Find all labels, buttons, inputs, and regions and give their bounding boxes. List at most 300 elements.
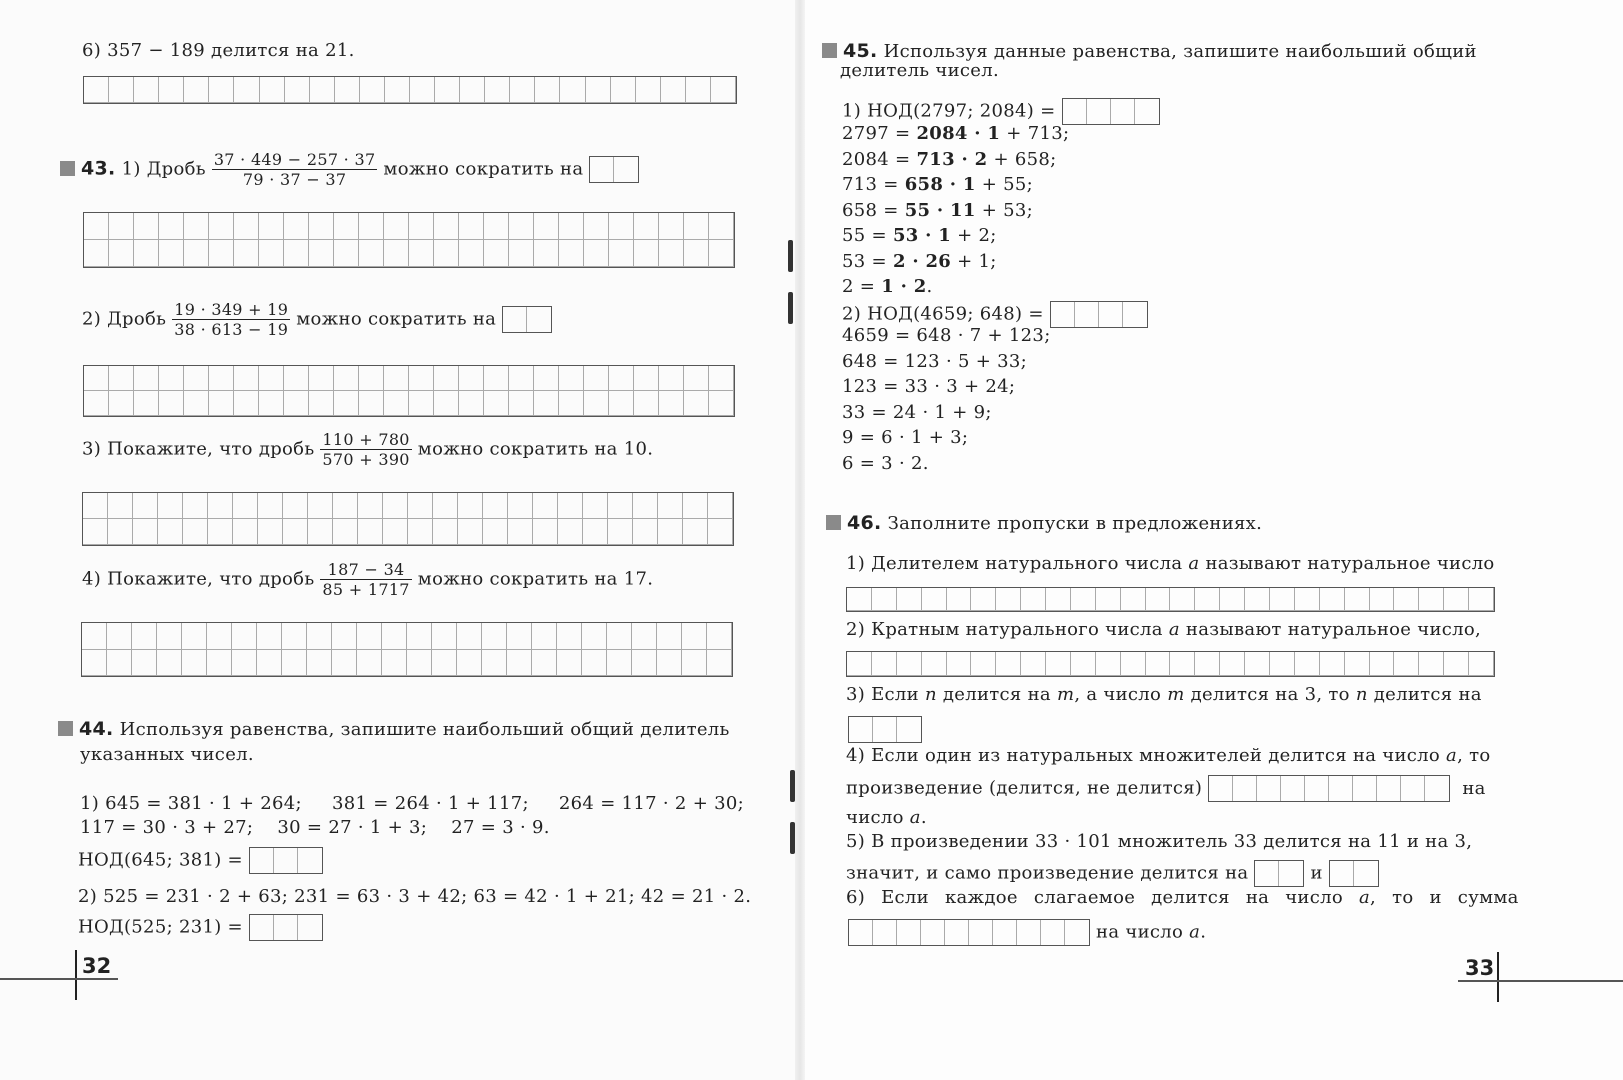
grid-cell[interactable]	[509, 366, 534, 391]
grid-cell[interactable]	[1021, 652, 1046, 676]
grid-cell[interactable]	[584, 213, 609, 240]
grid-cell[interactable]	[532, 623, 557, 650]
answer-cell[interactable]	[590, 157, 614, 182]
grid-cell[interactable]	[335, 77, 360, 103]
grid-cell[interactable]	[558, 519, 583, 545]
grid-cell[interactable]	[158, 493, 183, 519]
grid-cell[interactable]	[459, 391, 484, 416]
grid-cell[interactable]	[383, 519, 408, 545]
grid-cell[interactable]	[686, 77, 711, 103]
grid-cell[interactable]	[484, 391, 509, 416]
grid-cell[interactable]	[133, 519, 158, 545]
grid-cell[interactable]	[458, 519, 483, 545]
answer-grid[interactable]	[83, 76, 737, 104]
grid-cell[interactable]	[407, 650, 432, 677]
answer-cell[interactable]	[945, 920, 969, 945]
grid-cell[interactable]	[284, 366, 309, 391]
grid-cell[interactable]	[507, 623, 532, 650]
grid-cell[interactable]	[260, 77, 285, 103]
grid-cell[interactable]	[107, 650, 132, 677]
grid-cell[interactable]	[507, 650, 532, 677]
grid-cell[interactable]	[1245, 588, 1270, 611]
grid-cell[interactable]	[658, 493, 683, 519]
grid-cell[interactable]	[233, 519, 258, 545]
grid-cell[interactable]	[922, 652, 947, 676]
answer-grid[interactable]	[846, 587, 1495, 612]
grid-cell[interactable]	[711, 77, 736, 103]
grid-cell[interactable]	[357, 650, 382, 677]
grid-cell[interactable]	[334, 391, 359, 416]
grid-cell[interactable]	[183, 519, 208, 545]
grid-cell[interactable]	[358, 519, 383, 545]
grid-cell[interactable]	[533, 519, 558, 545]
grid-cell[interactable]	[409, 391, 434, 416]
grid-cell[interactable]	[707, 623, 732, 650]
answer-cell[interactable]	[274, 915, 298, 940]
grid-cell[interactable]	[209, 77, 234, 103]
answer-box[interactable]	[249, 847, 323, 874]
grid-cell[interactable]	[84, 366, 109, 391]
answer-cell[interactable]	[1017, 920, 1041, 945]
grid-cell[interactable]	[109, 77, 134, 103]
grid-cell[interactable]	[682, 623, 707, 650]
answer-grid[interactable]	[82, 492, 734, 546]
grid-cell[interactable]	[133, 493, 158, 519]
answer-box[interactable]	[1208, 775, 1450, 802]
grid-cell[interactable]	[847, 588, 872, 611]
grid-cell[interactable]	[359, 366, 384, 391]
grid-cell[interactable]	[1170, 652, 1195, 676]
grid-cell[interactable]	[1270, 588, 1295, 611]
grid-cell[interactable]	[557, 623, 582, 650]
grid-cell[interactable]	[334, 240, 359, 267]
grid-cell[interactable]	[534, 240, 559, 267]
grid-cell[interactable]	[659, 240, 684, 267]
answer-box[interactable]	[1062, 98, 1160, 125]
grid-cell[interactable]	[257, 623, 282, 650]
grid-cell[interactable]	[1021, 588, 1046, 611]
grid-cell[interactable]	[433, 519, 458, 545]
grid-cell[interactable]	[384, 213, 409, 240]
grid-cell[interactable]	[383, 493, 408, 519]
grid-cell[interactable]	[1394, 652, 1419, 676]
grid-cell[interactable]	[434, 213, 459, 240]
grid-cell[interactable]	[457, 650, 482, 677]
grid-cell[interactable]	[607, 650, 632, 677]
grid-cell[interactable]	[385, 77, 410, 103]
grid-cell[interactable]	[82, 623, 107, 650]
grid-cell[interactable]	[332, 623, 357, 650]
grid-cell[interactable]	[532, 650, 557, 677]
grid-cell[interactable]	[560, 77, 585, 103]
grid-cell[interactable]	[209, 366, 234, 391]
answer-cell[interactable]	[1063, 99, 1087, 124]
grid-cell[interactable]	[459, 240, 484, 267]
grid-cell[interactable]	[333, 519, 358, 545]
grid-cell[interactable]	[382, 650, 407, 677]
grid-cell[interactable]	[208, 493, 233, 519]
grid-cell[interactable]	[108, 519, 133, 545]
grid-cell[interactable]	[183, 493, 208, 519]
grid-cell[interactable]	[309, 366, 334, 391]
grid-cell[interactable]	[184, 366, 209, 391]
grid-cell[interactable]	[709, 213, 734, 240]
grid-cell[interactable]	[584, 366, 609, 391]
grid-cell[interactable]	[557, 650, 582, 677]
grid-cell[interactable]	[583, 493, 608, 519]
grid-cell[interactable]	[209, 240, 234, 267]
answer-cell[interactable]	[250, 915, 274, 940]
grid-cell[interactable]	[409, 213, 434, 240]
answer-cell[interactable]	[969, 920, 993, 945]
grid-cell[interactable]	[209, 213, 234, 240]
grid-cell[interactable]	[434, 391, 459, 416]
grid-cell[interactable]	[534, 366, 559, 391]
answer-box[interactable]	[1254, 860, 1304, 887]
grid-cell[interactable]	[358, 493, 383, 519]
grid-cell[interactable]	[334, 366, 359, 391]
grid-cell[interactable]	[1394, 588, 1419, 611]
grid-cell[interactable]	[159, 366, 184, 391]
answer-cell[interactable]	[1305, 776, 1329, 801]
answer-cell[interactable]	[897, 717, 921, 742]
grid-cell[interactable]	[608, 493, 633, 519]
grid-cell[interactable]	[1295, 588, 1320, 611]
answer-cell[interactable]	[873, 717, 897, 742]
grid-cell[interactable]	[484, 240, 509, 267]
grid-cell[interactable]	[233, 493, 258, 519]
grid-cell[interactable]	[559, 213, 584, 240]
grid-cell[interactable]	[134, 77, 159, 103]
answer-cell[interactable]	[1281, 776, 1305, 801]
grid-cell[interactable]	[609, 391, 634, 416]
grid-cell[interactable]	[1469, 652, 1494, 676]
grid-cell[interactable]	[1046, 652, 1071, 676]
grid-cell[interactable]	[234, 391, 259, 416]
grid-cell[interactable]	[207, 623, 232, 650]
grid-cell[interactable]	[659, 213, 684, 240]
answer-cell[interactable]	[897, 920, 921, 945]
grid-cell[interactable]	[182, 623, 207, 650]
grid-cell[interactable]	[333, 493, 358, 519]
grid-cell[interactable]	[1469, 588, 1494, 611]
answer-cell[interactable]	[1123, 302, 1147, 327]
grid-cell[interactable]	[558, 493, 583, 519]
grid-cell[interactable]	[1121, 652, 1146, 676]
answer-cell[interactable]	[274, 848, 298, 873]
grid-cell[interactable]	[609, 240, 634, 267]
grid-cell[interactable]	[609, 366, 634, 391]
grid-cell[interactable]	[1419, 652, 1444, 676]
grid-cell[interactable]	[184, 240, 209, 267]
answer-grid[interactable]	[83, 365, 735, 417]
grid-cell[interactable]	[683, 493, 708, 519]
grid-cell[interactable]	[409, 366, 434, 391]
grid-cell[interactable]	[308, 493, 333, 519]
grid-cell[interactable]	[109, 391, 134, 416]
answer-cell[interactable]	[1075, 302, 1099, 327]
grid-cell[interactable]	[308, 519, 333, 545]
grid-cell[interactable]	[182, 650, 207, 677]
answer-cell[interactable]	[1065, 920, 1089, 945]
grid-cell[interactable]	[684, 240, 709, 267]
grid-cell[interactable]	[484, 366, 509, 391]
grid-cell[interactable]	[257, 650, 282, 677]
answer-grid[interactable]	[846, 651, 1495, 677]
grid-cell[interactable]	[359, 391, 384, 416]
grid-cell[interactable]	[971, 588, 996, 611]
answer-box[interactable]	[1050, 301, 1148, 328]
grid-cell[interactable]	[1071, 652, 1096, 676]
grid-cell[interactable]	[708, 493, 733, 519]
grid-cell[interactable]	[634, 240, 659, 267]
grid-cell[interactable]	[434, 240, 459, 267]
grid-cell[interactable]	[632, 650, 657, 677]
grid-cell[interactable]	[682, 650, 707, 677]
grid-cell[interactable]	[84, 391, 109, 416]
grid-cell[interactable]	[107, 623, 132, 650]
grid-cell[interactable]	[283, 493, 308, 519]
grid-cell[interactable]	[459, 366, 484, 391]
grid-cell[interactable]	[1419, 588, 1444, 611]
grid-cell[interactable]	[84, 77, 109, 103]
grid-cell[interactable]	[309, 240, 334, 267]
grid-cell[interactable]	[484, 213, 509, 240]
grid-cell[interactable]	[310, 77, 335, 103]
grid-cell[interactable]	[608, 519, 633, 545]
grid-cell[interactable]	[307, 650, 332, 677]
grid-cell[interactable]	[897, 652, 922, 676]
grid-cell[interactable]	[559, 240, 584, 267]
grid-cell[interactable]	[433, 493, 458, 519]
grid-cell[interactable]	[284, 240, 309, 267]
grid-cell[interactable]	[633, 519, 658, 545]
answer-cell[interactable]	[1279, 861, 1303, 886]
grid-cell[interactable]	[1096, 588, 1121, 611]
answer-cell[interactable]	[298, 915, 322, 940]
grid-cell[interactable]	[259, 240, 284, 267]
answer-cell[interactable]	[1255, 861, 1279, 886]
grid-cell[interactable]	[159, 391, 184, 416]
grid-cell[interactable]	[108, 493, 133, 519]
grid-cell[interactable]	[134, 213, 159, 240]
grid-cell[interactable]	[1170, 588, 1195, 611]
grid-cell[interactable]	[584, 240, 609, 267]
grid-cell[interactable]	[157, 650, 182, 677]
answer-cell[interactable]	[1209, 776, 1233, 801]
grid-cell[interactable]	[707, 650, 732, 677]
grid-cell[interactable]	[1220, 588, 1245, 611]
grid-cell[interactable]	[109, 366, 134, 391]
answer-cell[interactable]	[1051, 302, 1075, 327]
answer-grid[interactable]	[83, 212, 735, 268]
grid-cell[interactable]	[1096, 652, 1121, 676]
grid-cell[interactable]	[510, 77, 535, 103]
grid-cell[interactable]	[947, 652, 972, 676]
answer-box[interactable]	[589, 156, 639, 183]
grid-cell[interactable]	[632, 623, 657, 650]
grid-cell[interactable]	[1220, 652, 1245, 676]
answer-cell[interactable]	[1041, 920, 1065, 945]
grid-cell[interactable]	[634, 213, 659, 240]
grid-cell[interactable]	[1295, 652, 1320, 676]
grid-cell[interactable]	[232, 650, 257, 677]
grid-cell[interactable]	[435, 77, 460, 103]
grid-cell[interactable]	[159, 213, 184, 240]
grid-cell[interactable]	[359, 240, 384, 267]
answer-cell[interactable]	[1099, 302, 1123, 327]
grid-cell[interactable]	[584, 391, 609, 416]
grid-cell[interactable]	[1121, 588, 1146, 611]
grid-cell[interactable]	[134, 391, 159, 416]
grid-cell[interactable]	[583, 519, 608, 545]
answer-cell[interactable]	[614, 157, 638, 182]
grid-cell[interactable]	[1046, 588, 1071, 611]
grid-cell[interactable]	[232, 623, 257, 650]
grid-cell[interactable]	[1370, 652, 1395, 676]
grid-cell[interactable]	[258, 493, 283, 519]
grid-cell[interactable]	[309, 391, 334, 416]
grid-cell[interactable]	[234, 240, 259, 267]
grid-cell[interactable]	[234, 77, 259, 103]
grid-cell[interactable]	[922, 588, 947, 611]
answer-cell[interactable]	[1329, 776, 1353, 801]
grid-cell[interactable]	[457, 623, 482, 650]
grid-cell[interactable]	[332, 650, 357, 677]
grid-cell[interactable]	[509, 240, 534, 267]
grid-cell[interactable]	[897, 588, 922, 611]
grid-cell[interactable]	[434, 366, 459, 391]
grid-cell[interactable]	[284, 213, 309, 240]
grid-cell[interactable]	[582, 650, 607, 677]
answer-box[interactable]	[502, 306, 552, 333]
grid-cell[interactable]	[683, 519, 708, 545]
grid-cell[interactable]	[357, 623, 382, 650]
grid-cell[interactable]	[659, 391, 684, 416]
grid-cell[interactable]	[132, 650, 157, 677]
grid-cell[interactable]	[509, 213, 534, 240]
grid-cell[interactable]	[482, 623, 507, 650]
grid-cell[interactable]	[1320, 588, 1345, 611]
grid-cell[interactable]	[209, 391, 234, 416]
grid-cell[interactable]	[684, 213, 709, 240]
grid-cell[interactable]	[334, 213, 359, 240]
grid-cell[interactable]	[634, 366, 659, 391]
answer-cell[interactable]	[1257, 776, 1281, 801]
grid-cell[interactable]	[382, 623, 407, 650]
grid-cell[interactable]	[184, 213, 209, 240]
grid-cell[interactable]	[432, 650, 457, 677]
grid-cell[interactable]	[1146, 588, 1171, 611]
answer-cell[interactable]	[1330, 861, 1354, 886]
grid-cell[interactable]	[384, 366, 409, 391]
grid-cell[interactable]	[207, 650, 232, 677]
grid-cell[interactable]	[360, 77, 385, 103]
grid-cell[interactable]	[159, 77, 184, 103]
grid-cell[interactable]	[410, 77, 435, 103]
grid-cell[interactable]	[285, 77, 310, 103]
grid-cell[interactable]	[559, 366, 584, 391]
answer-cell[interactable]	[1401, 776, 1425, 801]
grid-cell[interactable]	[607, 623, 632, 650]
grid-cell[interactable]	[534, 391, 559, 416]
grid-cell[interactable]	[1345, 588, 1370, 611]
answer-cell[interactable]	[921, 920, 945, 945]
grid-cell[interactable]	[259, 366, 284, 391]
grid-cell[interactable]	[633, 493, 658, 519]
grid-cell[interactable]	[234, 366, 259, 391]
answer-cell[interactable]	[1425, 776, 1449, 801]
answer-box[interactable]	[848, 919, 1090, 946]
grid-cell[interactable]	[157, 623, 182, 650]
grid-cell[interactable]	[636, 77, 661, 103]
grid-cell[interactable]	[359, 213, 384, 240]
answer-cell[interactable]	[298, 848, 322, 873]
answer-cell[interactable]	[849, 920, 873, 945]
grid-cell[interactable]	[684, 366, 709, 391]
grid-cell[interactable]	[611, 77, 636, 103]
grid-cell[interactable]	[634, 391, 659, 416]
grid-cell[interactable]	[259, 213, 284, 240]
grid-cell[interactable]	[535, 77, 560, 103]
grid-cell[interactable]	[258, 519, 283, 545]
grid-cell[interactable]	[459, 213, 484, 240]
grid-cell[interactable]	[508, 519, 533, 545]
grid-cell[interactable]	[384, 391, 409, 416]
grid-cell[interactable]	[533, 493, 558, 519]
grid-cell[interactable]	[658, 519, 683, 545]
grid-cell[interactable]	[1270, 652, 1295, 676]
grid-cell[interactable]	[309, 213, 334, 240]
grid-cell[interactable]	[582, 623, 607, 650]
grid-cell[interactable]	[559, 391, 584, 416]
grid-cell[interactable]	[534, 213, 559, 240]
grid-cell[interactable]	[659, 366, 684, 391]
answer-cell[interactable]	[873, 920, 897, 945]
grid-cell[interactable]	[1245, 652, 1270, 676]
answer-grid[interactable]	[81, 622, 733, 677]
answer-cell[interactable]	[250, 848, 274, 873]
grid-cell[interactable]	[184, 391, 209, 416]
grid-cell[interactable]	[109, 213, 134, 240]
grid-cell[interactable]	[872, 652, 897, 676]
answer-box[interactable]	[1329, 860, 1379, 887]
grid-cell[interactable]	[947, 588, 972, 611]
grid-cell[interactable]	[483, 493, 508, 519]
grid-cell[interactable]	[460, 77, 485, 103]
grid-cell[interactable]	[1370, 588, 1395, 611]
grid-cell[interactable]	[408, 493, 433, 519]
grid-cell[interactable]	[996, 652, 1021, 676]
grid-cell[interactable]	[508, 493, 533, 519]
answer-cell[interactable]	[1354, 861, 1378, 886]
answer-cell[interactable]	[849, 717, 873, 742]
grid-cell[interactable]	[1444, 588, 1469, 611]
grid-cell[interactable]	[284, 391, 309, 416]
grid-cell[interactable]	[661, 77, 686, 103]
grid-cell[interactable]	[708, 519, 733, 545]
grid-cell[interactable]	[84, 213, 109, 240]
answer-cell[interactable]	[1087, 99, 1111, 124]
grid-cell[interactable]	[709, 391, 734, 416]
grid-cell[interactable]	[971, 652, 996, 676]
grid-cell[interactable]	[259, 391, 284, 416]
grid-cell[interactable]	[82, 650, 107, 677]
grid-cell[interactable]	[134, 366, 159, 391]
grid-cell[interactable]	[84, 240, 109, 267]
grid-cell[interactable]	[657, 623, 682, 650]
grid-cell[interactable]	[407, 623, 432, 650]
